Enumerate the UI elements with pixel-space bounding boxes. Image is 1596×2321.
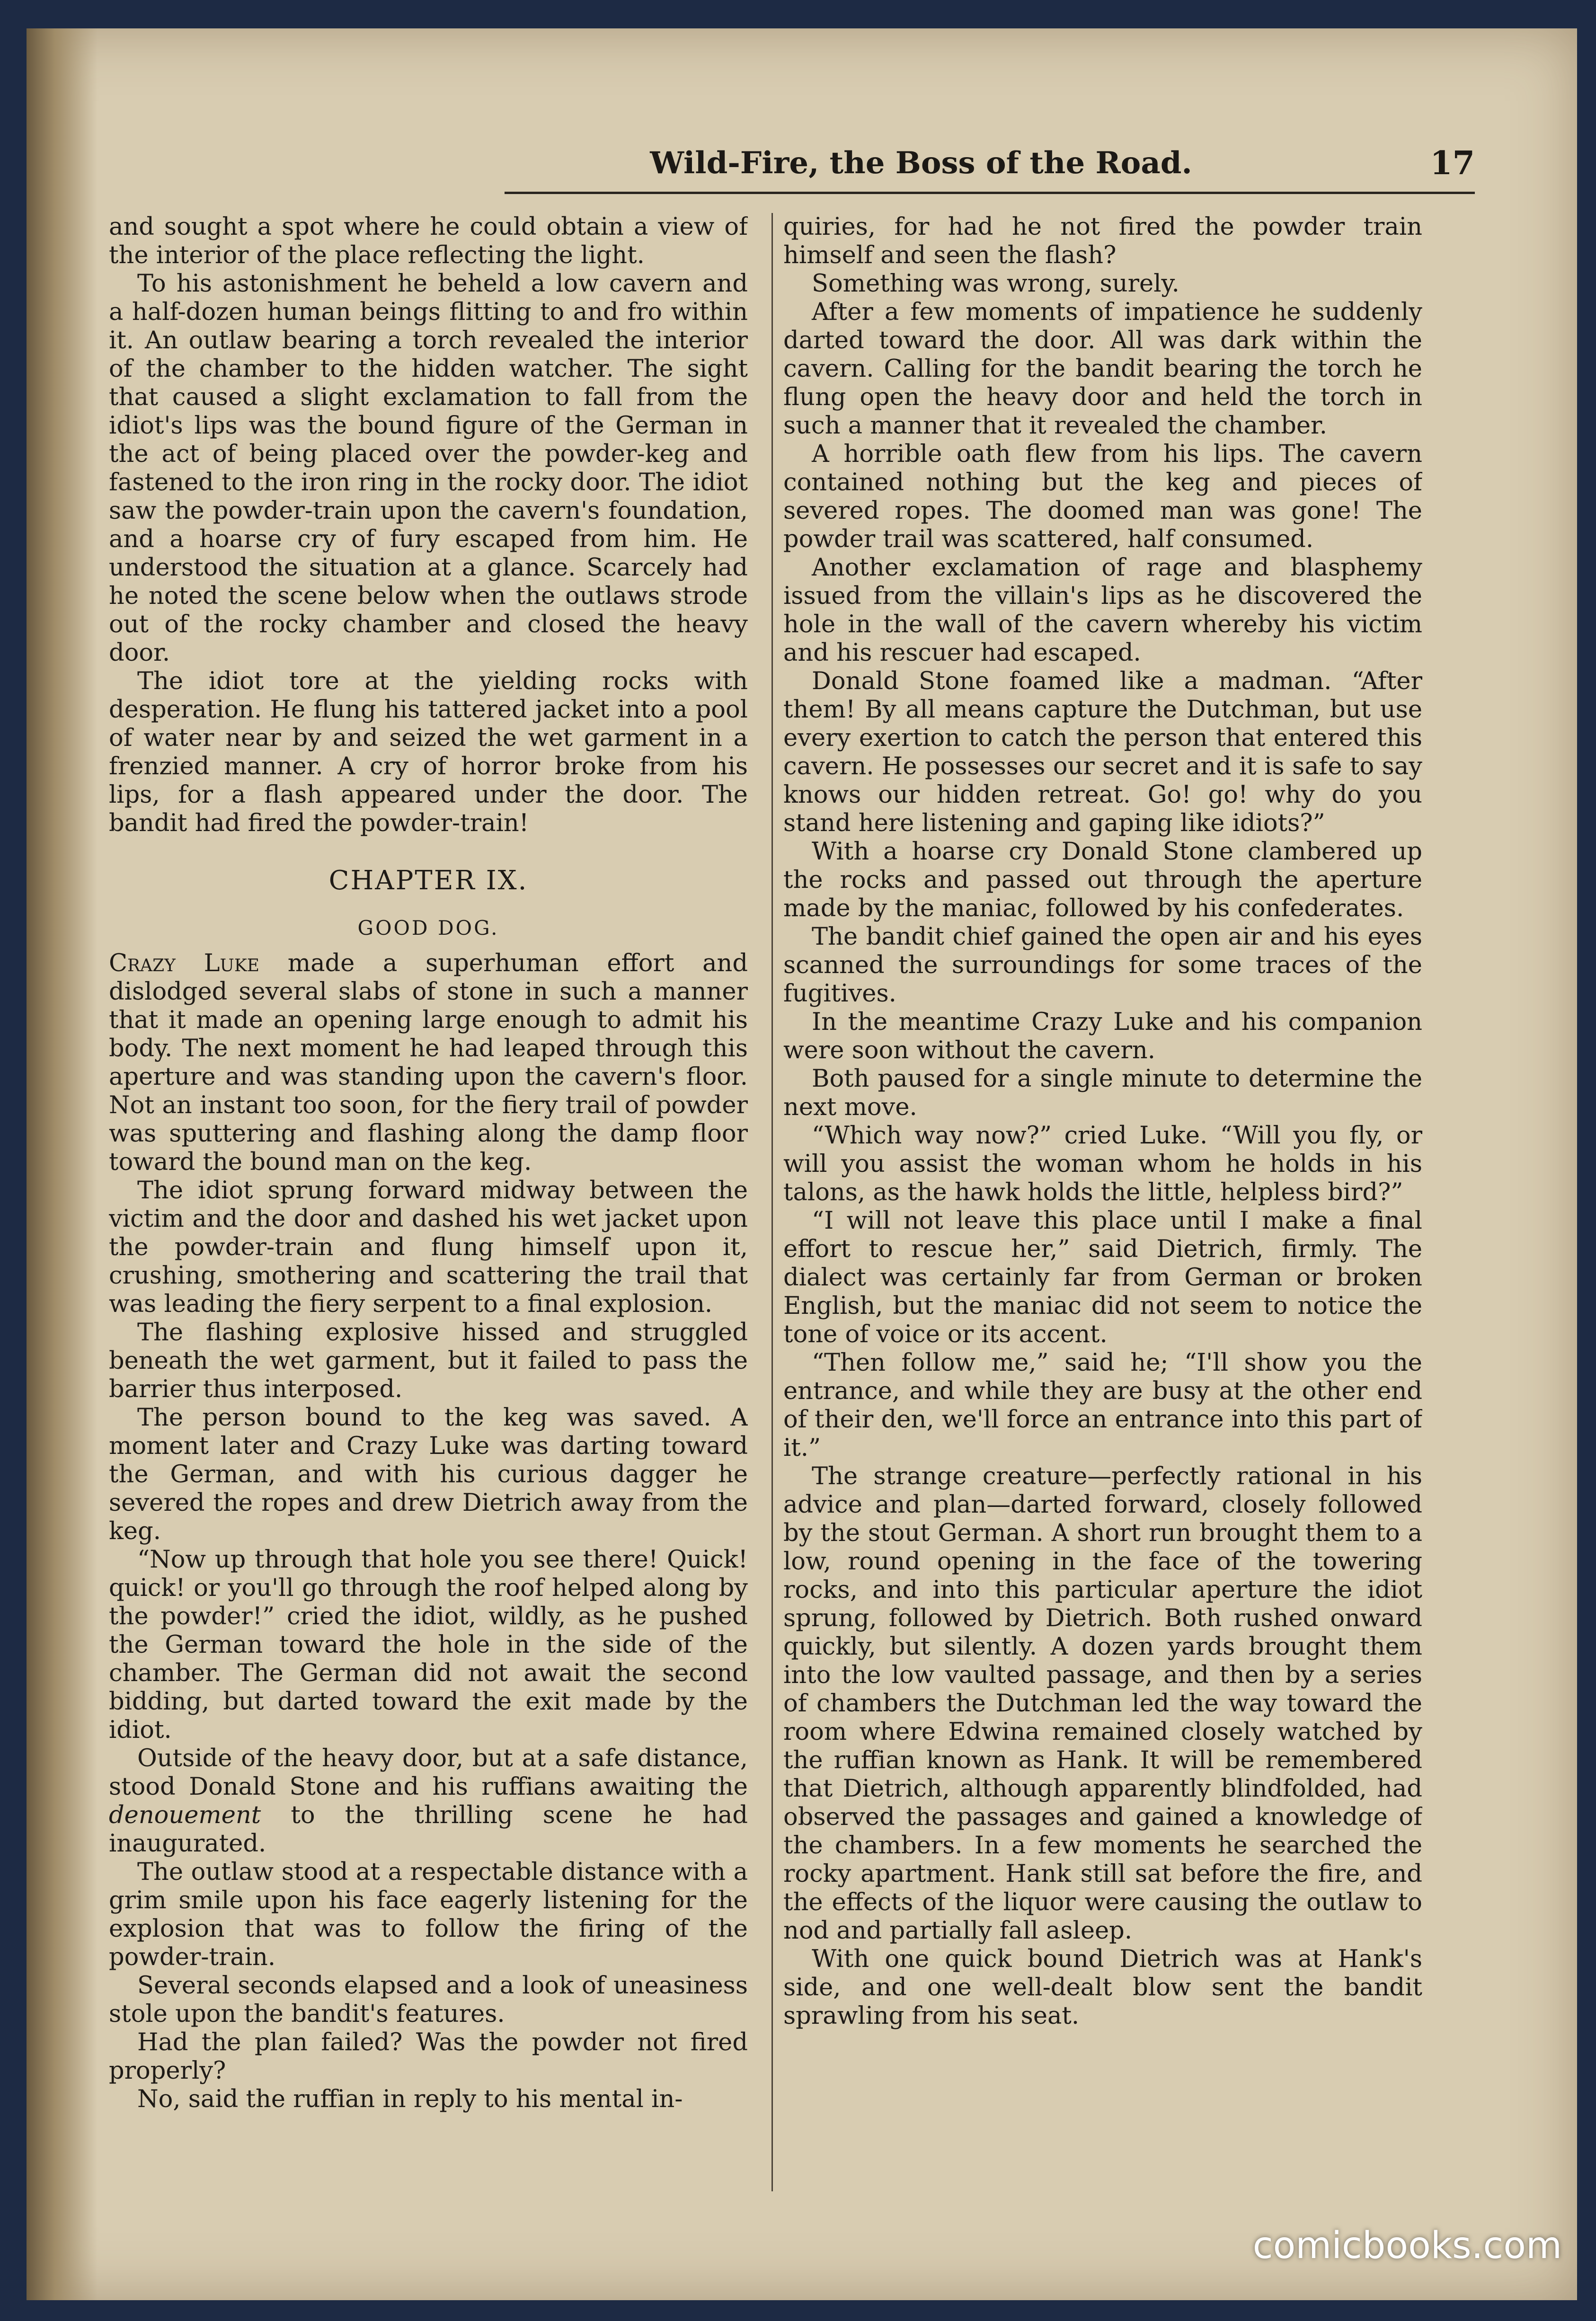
paragraph [109, 949, 748, 1177]
running-head [505, 135, 1475, 194]
paragraph: The strange creature—perfectly rational in his advice and plan—darted forward, closely followed by the stout German. A short run brought them to a low, round opening in the face of the towering rocks, and into this particular aperture the idiot sprung, followed by Dietrich. Both rushed onward quickly, but silently. A dozen yards brought them into the low vaulted passage, and then by a series of chambers the Dutchman led the way toward the room where Edwina remained closely watched by the ruffian known as Hank. It will be remembered that Dietrich, although apparently blindfolded, had observed the passages and gained a knowledge of the chambers. In a few moments he searched the rocky apartment. Hank still sat before the fire, and the effects of the liquor were causing the outlaw to nod and partially fall asleep. [783, 1462, 1422, 1945]
paragraph-text: to the thrilling scene he had inaugurated. [109, 1801, 748, 1858]
left-column [109, 213, 748, 2191]
paragraph: Another exclamation of rage and blasphemy issued from the villain's lips as he discovered the hole in the wall of the cavern whereby his victim and his rescuer had escaped. [783, 554, 1422, 667]
paragraph-text: Outside of the heavy door, but at a safe distance, stood Donald Stone and his ruffians awaiting the [109, 1745, 748, 1801]
paragraph: The outlaw stood at a respectable distance with a grim smile upon his face eagerly listening for the explosion that was to follow the firing of the powder-train. [109, 1858, 748, 1971]
paragraph: Something was wrong, surely. [812, 270, 1179, 298]
page-binding-shadow [27, 28, 98, 2300]
paragraph: With one quick bound Dietrich was at Hank's side, and one well-dealt blow sent the bandit sprawling from his seat. [783, 1945, 1422, 2030]
paragraph: Both paused for a single minute to determine the next move. [783, 1065, 1422, 1121]
paragraph: Donald Stone foamed like a madman. “After them! By all means capture the Dutchman, but use every exertion to catch the person that entered this cavern. He possesses our secret and it is safe to say knows our hidden retreat. Go! go! why do you stand here listening and gaping like idiots?” [783, 667, 1422, 837]
paragraph: “Now up through that hole you see there! Quick! quick! or you'll go through the roof helped along by the powder!” cried the idiot, wildly, as he pushed the German toward the hole in the side of the chamber. The German did not await the second bidding, but darted toward the exit made by the idiot. [109, 1546, 748, 1744]
paragraph [109, 1745, 748, 1858]
paragraph: quiries, for had he not fired the powder train himself and seen the flash? [783, 213, 1422, 269]
watermark: comicbooks.com [1252, 2224, 1562, 2267]
running-title: Wild-Fire, the Boss of the Road. [650, 145, 1192, 181]
paragraph: The flashing explosive hissed and struggled beneath the wet garment, but it failed to pass the barrier thus interposed. [109, 1319, 748, 1403]
page-number: 17 [1430, 144, 1475, 182]
paragraph: Several seconds elapsed and a look of uneasiness stole upon the bandit's features. [109, 1972, 748, 2028]
paragraph: and sought a spot where he could obtain a view of the interior of the place reflecting the light. [109, 213, 748, 269]
column-divider [771, 213, 773, 2191]
paragraph-text: made a superhuman effort and dislodged several slabs of stone in such a manner that it made an opening large enough to admit his body. The next moment he had leaped through this aperture and was standing upon the cavern's floor. Not an instant too soon, for the fiery trail of powder was sputtering and flashing along the damp floor toward the bound man on the keg. [109, 949, 748, 1176]
paragraph: A horrible oath flew from his lips. The cavern contained nothing but the keg and pieces of severed ropes. The doomed man was gone! The powder trail was scattered, half consumed. [783, 440, 1422, 553]
chapter-subheading: GOOD DOG. [357, 916, 499, 939]
paragraph: In the meantime Crazy Luke and his companion were soon without the cavern. [783, 1008, 1422, 1064]
paragraph: With a hoarse cry Donald Stone clambered up the rocks and passed out through the aperture made by the maniac, followed by his confederates. [783, 838, 1422, 922]
paragraph: No, said the ruffian in reply to his mental in- [137, 2085, 683, 2113]
paragraph: To his astonishment he beheld a low cavern and a half-dozen human beings flitting to and fro within it. An outlaw bearing a torch revealed the interior of the chamber to the hidden watcher. The sight that caused a slight exclamation to fall from the idiot's lips was the bound figure of the German in the act of being placed over the powder-keg and fastened to the iron ring in the rocky door. The idiot saw the powder-train upon the cavern's foundation, and a hoarse cry of fury escaped from him. He understood the situation at a glance. Scarcely had he noted the scene below when the outlaws strode out of the rocky chamber and closed the heavy door. [109, 270, 748, 667]
paragraph: After a few moments of impatience he suddenly darted toward the door. All was dark within the cavern. Calling for the bandit bearing the torch he flung open the heavy door and held the torch in such a manner that it revealed the chamber. [783, 298, 1422, 440]
paragraph: “Then follow me,” said he; “I'll show you the entrance, and while they are busy at the other end of their den, we'll force an entrance into this part of it.” [783, 1349, 1422, 1462]
right-column [783, 213, 1422, 2191]
paragraph: Had the plan failed? Was the powder not fired properly? [109, 2029, 748, 2085]
paragraph: The idiot sprung forward midway between the victim and the door and dashed his wet jacket upon the powder-train and flung himself upon it, crushing, smothering and scattering the trail that was leading the fiery serpent to a final explosion. [109, 1177, 748, 1318]
italic-word: denouement [109, 1801, 261, 1829]
paragraph: “I will not leave this place until I make a final effort to rescue her,” said Dietrich, firmly. The dialect was certainly far from German or broken English, but the maniac did not seem to notice the tone of voice or its accent. [783, 1207, 1422, 1348]
paragraph: “Which way now?” cried Luke. “Will you fly, or will you assist the woman whom he holds in his talons, as the hawk holds the little, helpless bird?” [783, 1122, 1422, 1206]
paragraph: The bandit chief gained the open air and his eyes scanned the surroundings for some traces of the fugitives. [783, 923, 1422, 1008]
chapter-lead-words: Crazy Luke [109, 949, 259, 977]
chapter-heading: CHAPTER IX. [328, 865, 528, 896]
paragraph: The person bound to the keg was saved. A moment later and Crazy Luke was darting toward the German, and with his curious dagger he severed the ropes and drew Dietrich away from the keg. [109, 1404, 748, 1545]
paragraph: The idiot tore at the yielding rocks with desperation. He flung his tattered jacket into a pool of water near by and seized the wet garment in a frenzied manner. A cry of horror broke from his lips, for a flash appeared under the door. The bandit had fired the powder-train! [109, 667, 748, 837]
